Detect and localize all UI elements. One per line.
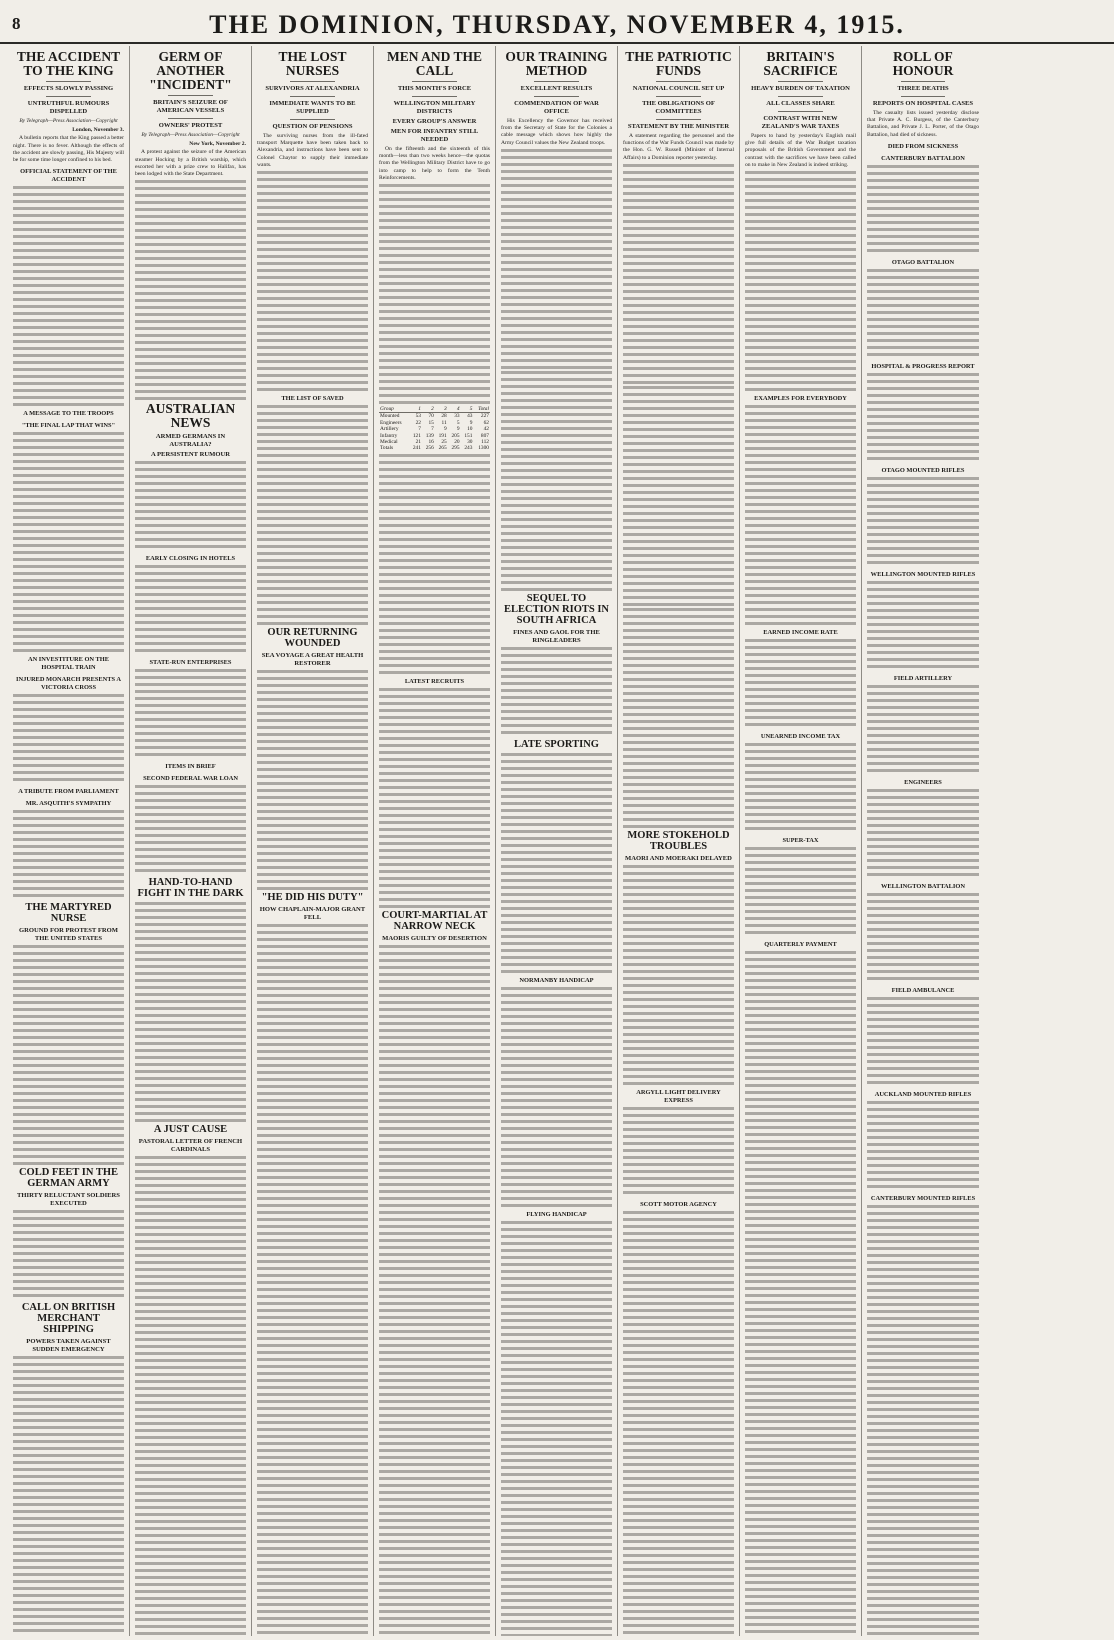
- subheading: CANTERBURY MOUNTED RIFLES: [870, 1194, 976, 1202]
- table-header-row: [379, 406, 490, 413]
- text-block: [257, 171, 368, 391]
- table-header-cell: 1: [409, 406, 422, 413]
- headline: AUSTRALIAN NEWS: [145, 401, 236, 431]
- subheading: THE LIST OF SAVED: [281, 395, 344, 403]
- table-cell: 7: [431, 426, 434, 433]
- credit-line: By Telegraph—Press Association—Copyright: [19, 118, 118, 124]
- text-block: [623, 164, 734, 384]
- divider: [168, 95, 212, 96]
- text-block: [501, 647, 612, 737]
- deck: BRITAIN'S SEIZURE OF AMERICAN VESSELS: [153, 99, 228, 114]
- deck: POWERS TAKEN AGAINST SUDDEN EMERGENCY: [26, 1338, 111, 1354]
- text-block: [13, 1210, 124, 1300]
- subheading: FLYING HANDICAP: [526, 1210, 587, 1218]
- credit-line: By Telegraph—Press Association—Copyright: [141, 132, 240, 138]
- text-block: [135, 565, 246, 655]
- quota-table: [379, 406, 490, 452]
- subheading: ENGINEERS: [904, 778, 942, 786]
- text-block: [623, 608, 734, 828]
- subheading: EARLY CLOSING IN HOTELS: [145, 555, 236, 563]
- table-cell: 121: [412, 432, 421, 439]
- table-cell: 265: [438, 445, 447, 452]
- deck: MAORIS GUILTY OF DESERTION: [382, 934, 487, 942]
- deck: IMMEDIATE WANTS TO BE SUPPLIED: [269, 100, 356, 115]
- subheading: MR. ASQUITH'S SYMPATHY: [25, 800, 112, 808]
- table-row: [379, 413, 490, 420]
- subheading: AN INVESTITURE ON THE HOSPITAL TRAIN: [27, 656, 110, 672]
- subheading: SUPER-TAX: [782, 837, 819, 845]
- text-block: [867, 477, 979, 567]
- table-cell: Engineers: [380, 419, 402, 426]
- table-cell: 205: [451, 432, 460, 439]
- deck: UNTRUTHFUL RUMOURS DISPELLED: [27, 100, 110, 115]
- page-number: 8: [12, 14, 21, 33]
- text-block: [745, 951, 856, 1636]
- subheading: FIELD AMBULANCE: [891, 986, 955, 994]
- divider: [778, 81, 822, 82]
- subheading: WELLINGTON BATTALION: [881, 882, 965, 890]
- text-block: [867, 1205, 979, 1636]
- table-cell: 43: [467, 413, 473, 420]
- deck: THIS MONTH'S FORCE: [397, 85, 472, 92]
- table-cell: 62: [483, 419, 489, 426]
- table-cell: 11: [441, 419, 447, 426]
- text-block: [13, 810, 124, 900]
- subheading: STATE-RUN ENTERPRISES: [149, 659, 232, 667]
- divider: [901, 81, 946, 82]
- divider: [412, 81, 456, 82]
- table-cell: 21: [415, 439, 421, 446]
- deck: FINES AND GAOL FOR THE RINGLEADERS: [513, 628, 600, 644]
- subheading: A TRIBUTE FROM PARLIAMENT: [18, 788, 119, 796]
- article-accident-to-the-king: [8, 46, 130, 1636]
- table-cell: 191: [438, 432, 447, 439]
- text-block: [867, 789, 979, 879]
- divider: [534, 96, 578, 97]
- divider: [290, 119, 334, 120]
- table-row: [379, 445, 490, 451]
- dateline: New York, November 2.: [189, 141, 246, 148]
- table-cell: 5: [456, 419, 460, 426]
- text-block: [135, 669, 246, 759]
- deck: MAORI AND MOERAKI DELAYED: [625, 854, 732, 862]
- table-cell: 9: [469, 419, 473, 426]
- deck: ALL CLASSES SHARE: [766, 100, 835, 107]
- text-block: [867, 269, 979, 359]
- headline: GERM OF ANOTHER "INCIDENT": [149, 49, 232, 92]
- article-lost-nurses: [252, 46, 374, 1636]
- text-block: [13, 186, 124, 406]
- text-block: [623, 386, 734, 606]
- text-block: [867, 893, 979, 983]
- text-block: [867, 373, 979, 463]
- headline: OUR TRAINING METHOD: [505, 49, 608, 78]
- divider: [778, 111, 822, 112]
- table-cell: 28: [441, 413, 447, 420]
- table-header-cell: Group: [379, 406, 409, 413]
- subheading: OTAGO BATTALION: [891, 258, 955, 266]
- table-cell: 22: [415, 419, 421, 426]
- body-text: A protest against the seizure of the American steamer Hocking by a British warship, which escorted her with a prize crew to Halifax, has been lodged with the State Department.: [135, 149, 246, 178]
- table-cell: 42: [483, 426, 489, 433]
- subheading: A MESSAGE TO THE TROOPS: [23, 410, 114, 418]
- subheading: DIED FROM SICKNESS: [887, 142, 959, 150]
- text-block: [13, 432, 124, 652]
- text-block: [745, 171, 856, 391]
- subheading: "THE FINAL LAP THAT WINS": [21, 422, 116, 430]
- headline: THE ACCIDENT TO THE KING: [16, 49, 121, 78]
- text-block: [379, 184, 490, 404]
- text-block: [623, 865, 734, 1085]
- subheading: ARGYLL LIGHT DELIVERY EXPRESS: [636, 1088, 721, 1104]
- text-block: [623, 1107, 734, 1197]
- table-cell: 151: [464, 432, 473, 439]
- deck: WELLINGTON MILITARY DISTRICTS: [393, 100, 476, 115]
- text-block: [745, 639, 856, 729]
- table-cell: Infantry: [380, 432, 398, 439]
- divider: [46, 96, 90, 97]
- article-our-training-method: [496, 46, 618, 1636]
- text-block: [745, 405, 856, 625]
- deck: CONTRAST WITH NEW ZEALAND'S WAR TAXES: [761, 115, 840, 130]
- divider: [412, 96, 456, 97]
- deck: OWNERS' PROTEST: [158, 122, 223, 129]
- headline: "HE DID HIS DUTY": [261, 892, 364, 904]
- subheading: UNEARNED INCOME TAX: [760, 733, 841, 741]
- subheading: HOSPITAL & PROGRESS REPORT: [871, 362, 975, 370]
- article-roll-of-honour: [862, 46, 984, 1636]
- deck: EFFECTS SLOWLY PASSING: [23, 85, 114, 92]
- subheading: SCOTT MOTOR AGENCY: [640, 1200, 717, 1208]
- deck: COMMENDATION OF WAR OFFICE: [514, 100, 599, 115]
- deck: STATEMENT BY THE MINISTER: [627, 123, 730, 130]
- body-text: A statement regarding the personnel and the functions of the War Funds Council was made by the Hon. G. W. Russell (Minister of Internal Affairs) to a Dominion reporter yesterday.: [623, 133, 734, 161]
- subheading: EXAMPLES FOR EVERYBODY: [754, 395, 847, 403]
- text-block: [867, 997, 979, 1087]
- text-block: [257, 924, 368, 1636]
- deck: THE OBLIGATIONS OF COMMITTEES: [642, 100, 715, 115]
- subheading: FIELD ARTILLERY: [893, 674, 953, 682]
- deck: QUESTION OF PENSIONS: [272, 123, 353, 130]
- deck: A PERSISTENT RUMOUR: [150, 451, 231, 459]
- text-block: [745, 743, 856, 833]
- deck: ARMED GERMANS IN AUSTRALIA?: [155, 433, 226, 449]
- dateline: London, November 3.: [72, 127, 124, 134]
- newspaper-title: THE DOMINION, THURSDAY, NOVEMBER 4, 1915.: [209, 10, 905, 39]
- table-header-cell: 3: [435, 406, 448, 413]
- subheading: OTAGO MOUNTED RIFLES: [881, 466, 965, 474]
- text-block: [13, 945, 124, 1165]
- table-cell: 30: [467, 439, 473, 446]
- divider: [656, 81, 700, 82]
- deck: EVERY GROUP'S ANSWER: [392, 118, 477, 125]
- headline: MORE STOKEHOLD TROUBLES: [627, 829, 730, 852]
- table-header-cell: 4: [448, 406, 461, 413]
- body-text: Papers to hand by yesterday's English mail give full details of the War Budget taxation proposals of the British Government and the contrast with the sacrifices we have been called on to make in New Zealand is indeed striking.: [745, 133, 856, 168]
- table-header-cell: Total: [473, 406, 490, 413]
- headline: ROLL OF HONOUR: [892, 49, 954, 78]
- table-cell: 1300: [478, 445, 489, 452]
- subheading: LATEST RECRUITS: [404, 677, 465, 685]
- table-cell: 9: [456, 426, 460, 433]
- divider: [290, 81, 334, 82]
- text-block: [379, 945, 490, 1636]
- deck: THREE DEATHS: [897, 85, 949, 92]
- table-cell: Medical: [380, 439, 398, 446]
- text-block: [13, 694, 124, 784]
- table-cell: 139: [425, 432, 434, 439]
- deck: SEA VOYAGE A GREAT HEALTH RESTORER: [261, 652, 364, 668]
- headline: MEN AND THE CALL: [386, 49, 482, 78]
- headline: BRITAIN'S SACRIFICE: [763, 49, 838, 78]
- subheading: SECOND FEDERAL WAR LOAN: [143, 775, 238, 783]
- table-cell: 53: [415, 413, 421, 420]
- article-germ-of-another-incident: [130, 46, 252, 1636]
- table-cell: 112: [481, 439, 489, 446]
- table-cell: 33: [454, 413, 460, 420]
- subheading: INJURED MONARCH PRESENTS A VICTORIA CROSS: [16, 676, 121, 692]
- subheading: OFFICIAL STATEMENT OF THE ACCIDENT: [20, 168, 117, 184]
- table-cell: 25: [441, 439, 447, 446]
- table-cell: Mounted: [380, 413, 400, 420]
- subheading: WELLINGTON MOUNTED RIFLES: [870, 570, 976, 578]
- text-block: [867, 165, 979, 255]
- subheading: EARNED INCOME RATE: [763, 629, 838, 637]
- text-block: [135, 902, 246, 1122]
- text-block: [623, 1211, 734, 1636]
- table-cell: 7: [418, 426, 421, 433]
- text-block: [867, 685, 979, 775]
- text-block: [257, 405, 368, 625]
- article-britains-sacrifice: [740, 46, 862, 1636]
- text-block: [13, 1356, 124, 1636]
- text-block: [379, 688, 490, 908]
- subheading: CANTERBURY BATTALION: [881, 154, 965, 162]
- text-block: [501, 987, 612, 1207]
- body-text: A bulletin reports that the King passed a better night. There is no fever. Although the effects of the accident are slowly passing, His Majesty will be for some time longer confined to his bed.: [13, 135, 124, 164]
- body-text: On the fifteenth and the sixteenth of this month—less than two weeks hence—the quotas from the Wellington Military District have to go into camp to help to form the Tenth Reinforcements.: [379, 146, 490, 181]
- table-cell: 16: [428, 439, 434, 446]
- table-cell: 9: [444, 426, 447, 433]
- subheading: QUARTERLY PAYMENT: [764, 941, 837, 949]
- headline: COURT-MARTIAL AT NARROW NECK: [381, 909, 488, 932]
- text-block: [867, 1101, 979, 1191]
- text-block: [745, 847, 856, 937]
- text-block: [501, 371, 612, 591]
- table-cell: Totals: [380, 445, 394, 452]
- divider: [290, 96, 334, 97]
- table-cell: 227: [480, 413, 489, 420]
- table-cell: 70: [428, 413, 434, 420]
- subheading: AUCKLAND MOUNTED RIFLES: [874, 1090, 972, 1098]
- text-block: [379, 454, 490, 674]
- headline: HAND-TO-HAND FIGHT IN THE DARK: [137, 877, 244, 900]
- deck: NATIONAL COUNCIL SET UP: [632, 85, 725, 92]
- deck: REPORTS ON HOSPITAL CASES: [872, 100, 974, 107]
- divider: [656, 119, 700, 120]
- body-text: The surviving nurses from the ill-fated transport Marquette have been taken back to Alexandria, and instructions have been sent to Colonel Chaytor to supply their immediate wants.: [257, 133, 368, 168]
- headline: SEQUEL TO ELECTION RIOTS IN SOUTH AFRICA: [503, 592, 610, 626]
- headline: OUR RETURNING WOUNDED: [267, 627, 358, 650]
- divider: [534, 81, 578, 82]
- subheading: ITEMS IN BRIEF: [165, 763, 216, 771]
- deck: PASTORAL LETTER OF FRENCH CARDINALS: [138, 1138, 243, 1154]
- divider: [901, 96, 946, 97]
- headline: CALL ON BRITISH MERCHANT SHIPPING: [21, 1302, 116, 1336]
- text-block: [257, 670, 368, 890]
- deck: THIRTY RELUCTANT SOLDIERS EXECUTED: [17, 1192, 120, 1208]
- text-block: [135, 461, 246, 551]
- table-cell: 295: [451, 445, 460, 452]
- divider: [778, 96, 822, 97]
- masthead: [0, 0, 1114, 44]
- divider: [46, 81, 90, 82]
- text-block: [501, 1221, 612, 1636]
- deck: HEAVY BURDEN OF TAXATION: [751, 85, 850, 92]
- divider: [656, 96, 700, 97]
- divider: [168, 118, 212, 119]
- headline: THE MARTYRED NURSE: [25, 902, 112, 925]
- table-cell: 10: [467, 426, 473, 433]
- headline: A JUST CAUSE: [153, 1124, 228, 1136]
- text-block: [501, 149, 612, 369]
- columns: [8, 46, 1106, 1636]
- headline: THE PATRIOTIC FUNDS: [625, 49, 732, 78]
- article-patriotic-funds: [618, 46, 740, 1636]
- deck: GROUND FOR PROTEST FROM THE UNITED STATES: [19, 927, 118, 943]
- body-text: The casualty lists issued yesterday disclose that Private A. C. Burgess, of the Canterbury Battalion, and Private J. L. Porter, of the Otago Battalion, had died of sickness.: [867, 110, 979, 138]
- deck: HOW CHAPLAIN-MAJOR GRANT FELL: [259, 906, 366, 922]
- table-cell: 241: [412, 445, 421, 452]
- body-text: His Excellency the Governor has received from the Secretary of State for the Colonies a cable message which shows how highly the Army Council values the New Zealand troops.: [501, 118, 612, 146]
- subheading: NORMANBY HANDICAP: [519, 976, 594, 984]
- table-header-cell: 2: [422, 406, 435, 413]
- headline: COLD FEET IN THE GERMAN ARMY: [18, 1167, 119, 1190]
- article-men-and-the-call: [374, 46, 496, 1636]
- table-cell: 20: [454, 439, 460, 446]
- table-cell: 256: [425, 445, 434, 452]
- deck: MEN FOR INFANTRY STILL NEEDED: [390, 128, 479, 143]
- deck: EXCELLENT RESULTS: [520, 85, 593, 92]
- text-block: [135, 785, 246, 875]
- table-cell: 15: [428, 419, 434, 426]
- table-cell: 243: [464, 445, 473, 452]
- text-block: [867, 581, 979, 671]
- deck: SURVIVORS AT ALEXANDRIA: [265, 85, 360, 92]
- table-header-cell: 5: [461, 406, 474, 413]
- text-block: [501, 753, 612, 973]
- table-cell: Artillery: [380, 426, 399, 433]
- text-block: [135, 1156, 246, 1636]
- headline: THE LOST NURSES: [278, 49, 347, 78]
- table-cell: 807: [480, 432, 489, 439]
- text-block: [135, 180, 246, 400]
- headline: LATE SPORTING: [514, 738, 599, 750]
